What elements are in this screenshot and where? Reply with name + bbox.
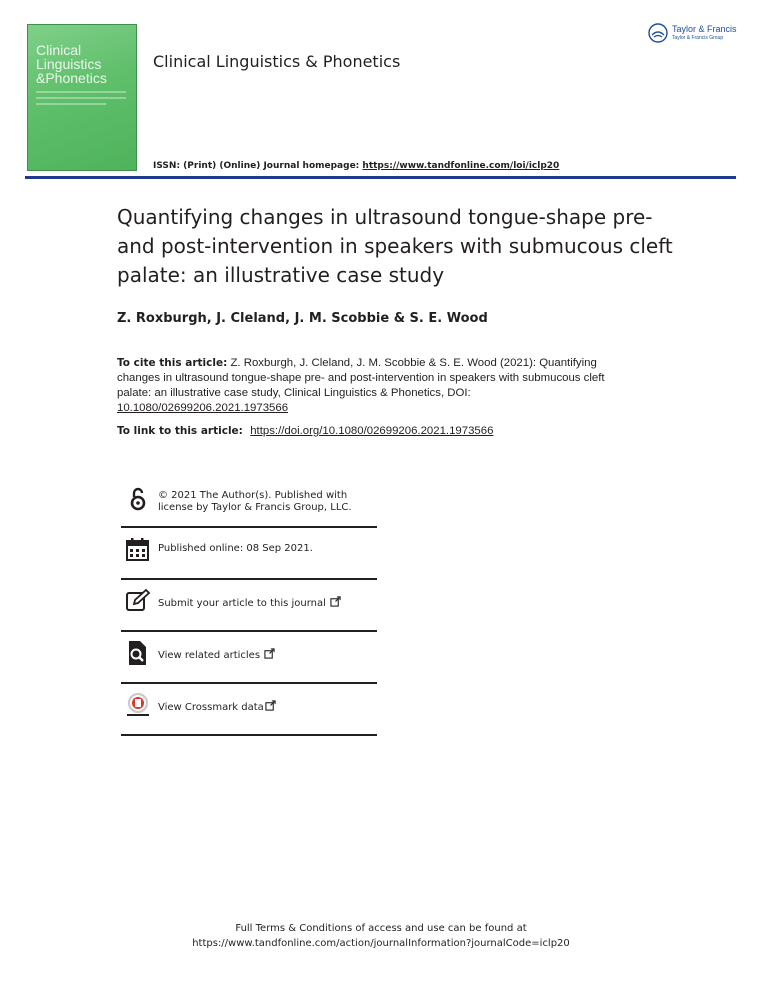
license-text: license by Taylor & Francis Group, LLC. [158,502,352,513]
row-divider [121,578,377,580]
cover-title-line: Linguistics [36,56,102,72]
external-link-icon [265,700,276,711]
issn-line [153,161,559,171]
license-text: © 2021 The Author(s). Published with [158,490,348,501]
submit-article-label: Submit your article to this journal [158,598,326,609]
related-articles-link[interactable] [158,648,275,662]
article-title: Quantifying changes in ultrasound tongue-shape pre- and post-intervention in speakers with submucous cleft palate: an illustrative case study [117,205,673,287]
submit-article-link[interactable] [158,596,341,610]
cover-title-line: Clinical [36,42,82,58]
taylor-francis-logo-icon [648,23,668,43]
related-row[interactable] [121,640,377,686]
publisher-logo [648,22,743,46]
cover-title-line: &Phonetics [36,70,107,86]
citation-block [117,356,637,416]
citation-label: To cite this article: [117,357,228,369]
license-row [121,484,377,528]
submit-row[interactable] [121,588,377,634]
journal-title: Clinical Linguistics & Phonetics [153,52,401,71]
article-doi-link[interactable]: https://doi.org/10.1080/02699206.2021.1973566 [250,425,494,437]
journal-homepage-link[interactable]: https://www.tandfonline.com/loi/iclp20 [362,161,560,171]
external-link-icon [330,596,341,607]
row-divider [121,630,377,632]
crossmark-label: View Crossmark data [158,702,264,713]
article-link-label: To link to this article: [117,425,243,437]
article-authors: Z. Roxburgh, J. Cleland, J. M. Scobbie & S. E. Wood [117,311,488,326]
related-articles-search-icon [125,640,151,666]
publisher-group: Taylor & Francis Group [672,35,724,41]
crossmark-link[interactable] [158,700,276,714]
footer-terms [0,921,762,951]
published-row [121,535,377,581]
edit-article-icon [125,588,151,614]
citation-doi-link[interactable]: 10.1080/02699206.2021.1973566 [117,402,289,414]
footer-terms-link[interactable]: https://www.tandfonline.com/action/journalInformation?journalCode=iclp20 [192,938,570,949]
citation-text: Z. Roxburgh, J. Cleland, J. M. Scobbie & S. E. Wood (2021): Quantifying changes in ultrasound tongue-shape pre- and post-intervention in speakers with submucous cleft palate: an illustrative case study, Clinical Linguistics & Phonetics, DOI: [117,357,605,399]
crossmark-row[interactable] [121,692,377,738]
row-divider [121,682,377,684]
published-date-text: Published online: 08 Sep 2021. [158,543,313,554]
external-link-icon [264,648,275,659]
issn-label: ISSN: (Print) (Online) Journal homepage: [153,161,360,171]
journal-cover-image [27,24,137,171]
crossmark-icon [125,692,151,718]
publisher-name: Taylor & Francis [672,24,737,34]
row-divider [121,734,377,736]
header-divider [25,176,736,179]
row-divider [121,526,377,528]
open-access-icon [125,486,151,512]
article-link-line [117,425,493,437]
footer-terms-text: Full Terms & Conditions of access and use can be found at [235,923,527,934]
related-articles-label: View related articles [158,650,261,661]
calendar-icon [125,536,151,562]
